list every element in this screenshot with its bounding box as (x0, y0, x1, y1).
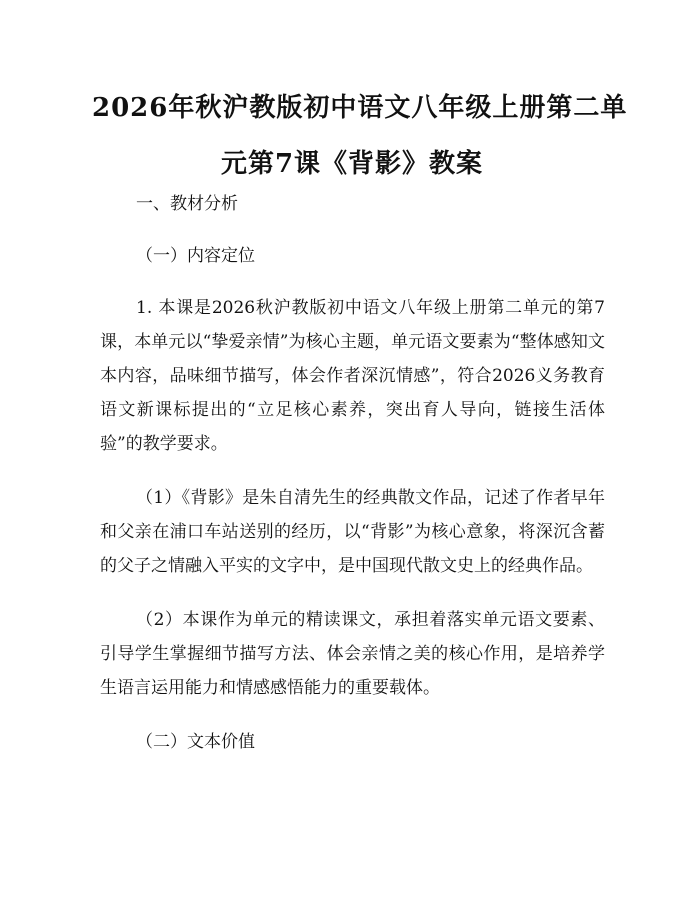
document-title (92, 80, 628, 192)
document-body (100, 187, 605, 777)
subsection-heading-content-positioning: （一）内容定位 (136, 246, 255, 266)
subsection-heading-text-value: （二）文本价值 (136, 732, 255, 752)
title-line-1: 2026年秋沪教版初中语文八年级上册第二单 (92, 93, 628, 123)
paragraph-lesson-role: （2）本课作为单元的精读课文，承担着落实单元语文要素、引导学生掌握细节描写方法、体会亲情之美的核心作用，是培养学生语言运用能力和情感感悟能力的重要载体。 (100, 610, 605, 698)
section-heading-textbook-analysis: 一、教材分析 (136, 194, 238, 214)
title-line-2: 元第7课《背影》教案 (220, 149, 484, 179)
paragraph-lesson-overview: 1. 本课是2026秋沪教版初中语文八年级上册第二单元的第7课，本单元以“挚爱亲情”为核心主题，单元语文要素为“整体感知文本内容，品味细节描写，体会作者深沉情感”，符合2026义务教育语文新课标提出的“立足核心素养，突出育人导向，链接生活体验”的教学要求。 (100, 298, 605, 454)
paragraph-text-introduction: （1）《背影》是朱自清先生的经典散文作品，记述了作者早年和父亲在浦口车站送别的经历，以“背影”为核心意象，将深沉含蓄的父子之情融入平实的文字中，是中国现代散文史上的经典作品。 (100, 488, 605, 576)
